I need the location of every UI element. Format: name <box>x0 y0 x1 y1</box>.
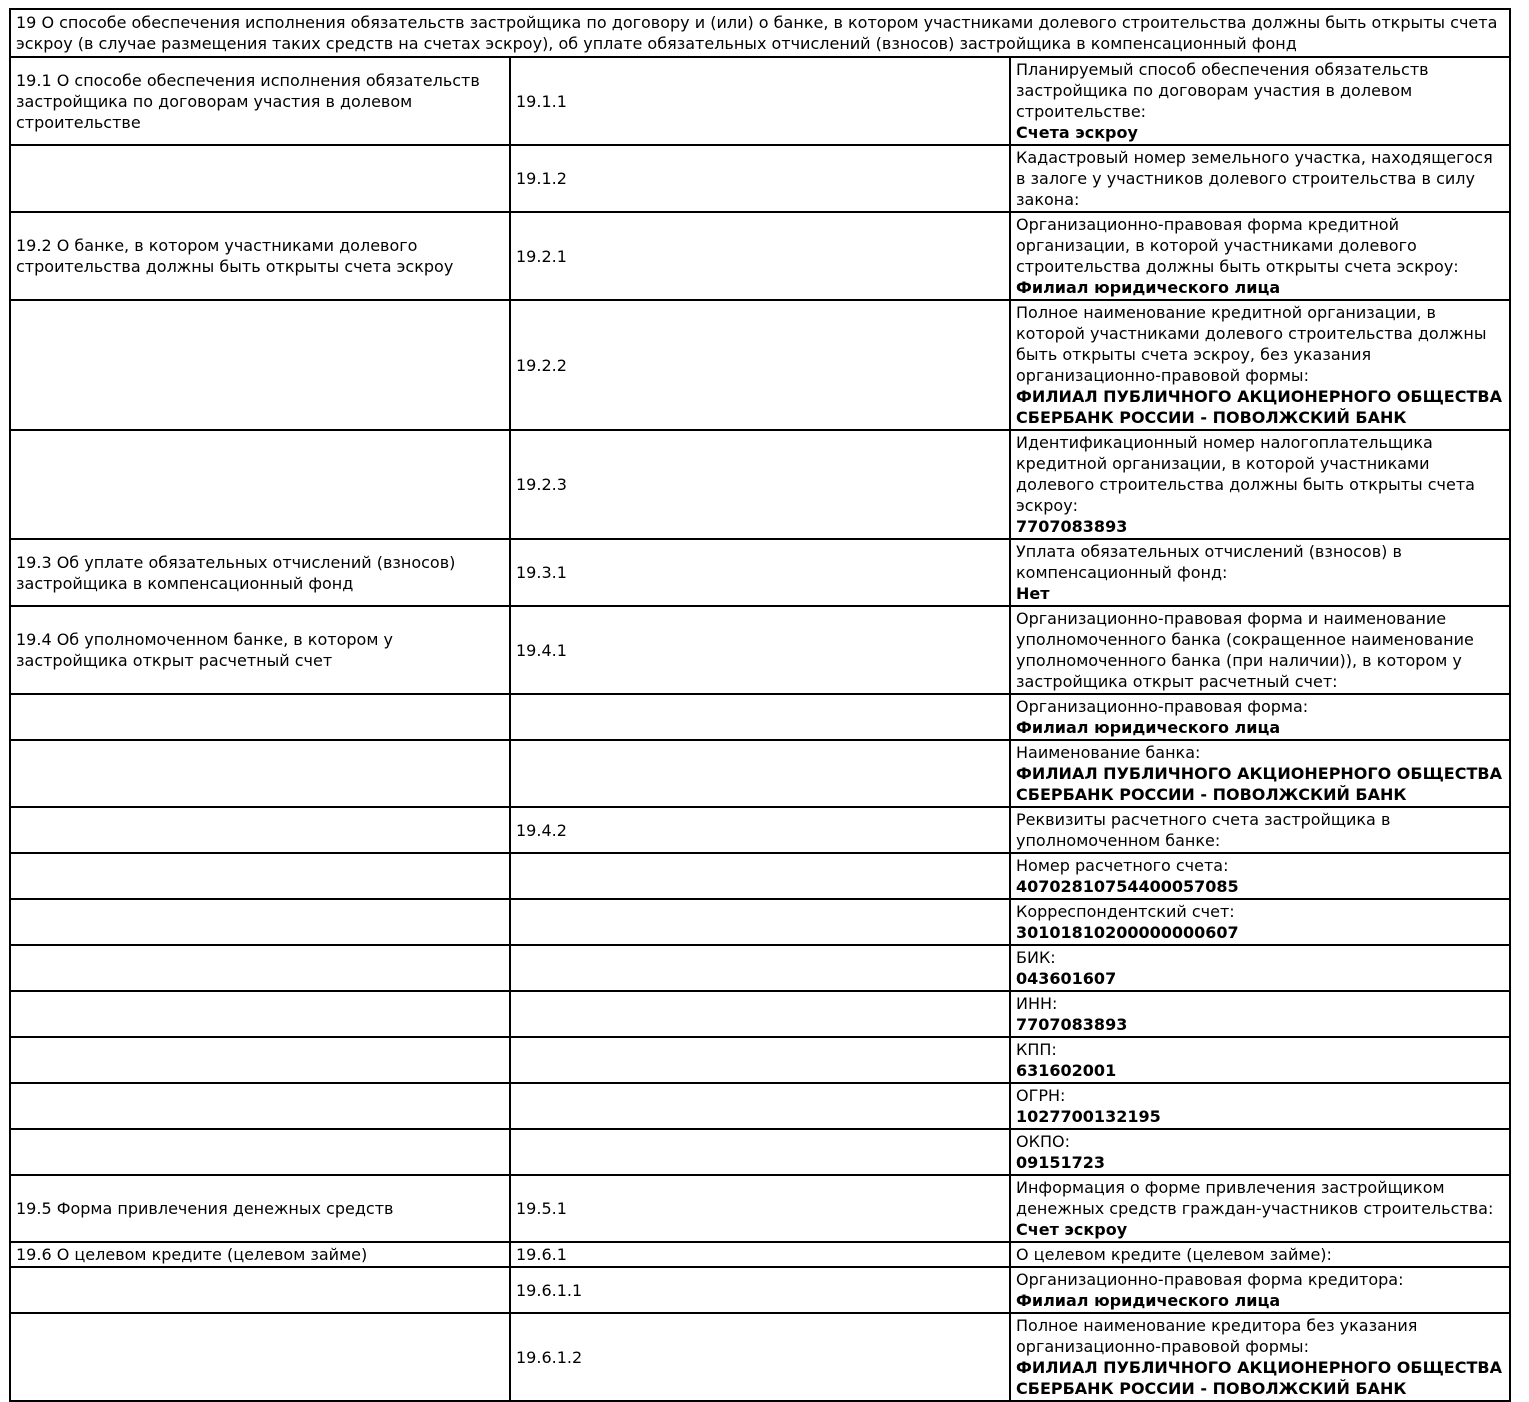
content-label: Корреспондентский счет: <box>1016 902 1235 921</box>
content-value: Счет эскроу <box>1016 1220 1128 1239</box>
section-cell <box>10 1313 510 1401</box>
content-value: ФИЛИАЛ ПУБЛИЧНОГО АКЦИОНЕРНОГО ОБЩЕСТВА СБЕРБАНК РОССИИ - ПОВОЛЖСКИЙ БАНК <box>1016 387 1502 427</box>
content-cell <box>1010 539 1510 606</box>
item-number-cell <box>510 1083 1010 1129</box>
section-19-header-row <box>10 9 1510 57</box>
table-row <box>10 1242 1510 1267</box>
content-value: ФИЛИАЛ ПУБЛИЧНОГО АКЦИОНЕРНОГО ОБЩЕСТВА СБЕРБАНК РОССИИ - ПОВОЛЖСКИЙ БАНК <box>1016 764 1502 804</box>
content-label: Номер расчетного счета: <box>1016 856 1229 875</box>
table-row <box>10 1083 1510 1129</box>
content-label: Реквизиты расчетного счета застройщика в уполномоченном банке: <box>1016 810 1391 850</box>
item-number-cell <box>510 899 1010 945</box>
section-cell <box>10 1267 510 1313</box>
declaration-table <box>9 8 1511 1402</box>
table-row <box>10 1267 1510 1313</box>
table-row <box>10 539 1510 606</box>
content-value: Филиал юридического лица <box>1016 1291 1281 1310</box>
content-label: БИК: <box>1016 948 1056 967</box>
content-label: Организационно-правовая форма кредитора: <box>1016 1270 1404 1289</box>
section-cell <box>10 694 510 740</box>
content-value: Нет <box>1016 584 1050 603</box>
section-cell <box>10 945 510 991</box>
content-value: 7707083893 <box>1016 517 1128 536</box>
section-cell: 19.3 Об уплате обязательных отчислений (взносов) застройщика в компенсационный фонд <box>10 539 510 606</box>
table-row <box>10 991 1510 1037</box>
content-label: ОКПО: <box>1016 1132 1070 1151</box>
table-row <box>10 853 1510 899</box>
item-number-cell <box>510 1037 1010 1083</box>
content-cell <box>1010 991 1510 1037</box>
section-cell <box>10 991 510 1037</box>
content-value: Филиал юридического лица <box>1016 718 1281 737</box>
content-cell <box>1010 899 1510 945</box>
content-cell <box>1010 853 1510 899</box>
content-label: Информация о форме привлечения застройщиком денежных средств граждан-участников строительства: <box>1016 1178 1494 1218</box>
item-number-cell: 19.2.3 <box>510 430 1010 539</box>
content-cell <box>1010 300 1510 430</box>
content-cell <box>1010 430 1510 539</box>
table-row <box>10 606 1510 694</box>
item-number-cell: 19.2.2 <box>510 300 1010 430</box>
content-value: 631602001 <box>1016 1061 1117 1080</box>
section-cell: 19.2 О банке, в котором участниками долевого строительства должны быть открыты счета эскроу <box>10 212 510 300</box>
table-row <box>10 807 1510 853</box>
section-cell <box>10 899 510 945</box>
content-cell <box>1010 57 1510 145</box>
item-number-cell: 19.5.1 <box>510 1175 1010 1242</box>
content-cell <box>1010 694 1510 740</box>
content-label: О целевом кредите (целевом займе): <box>1016 1245 1332 1264</box>
content-value: 1027700132195 <box>1016 1107 1161 1126</box>
content-value: ФИЛИАЛ ПУБЛИЧНОГО АКЦИОНЕРНОГО ОБЩЕСТВА СБЕРБАНК РОССИИ - ПОВОЛЖСКИЙ БАНК <box>1016 1358 1502 1398</box>
section-cell <box>10 1083 510 1129</box>
content-label: ИНН: <box>1016 994 1058 1013</box>
content-cell <box>1010 145 1510 212</box>
content-cell <box>1010 1313 1510 1401</box>
table-row <box>10 1129 1510 1175</box>
item-number-cell: 19.4.1 <box>510 606 1010 694</box>
item-number-cell: 19.6.1 <box>510 1242 1010 1267</box>
table-row <box>10 1175 1510 1242</box>
table-row <box>10 1313 1510 1401</box>
section-cell: 19.5 Форма привлечения денежных средств <box>10 1175 510 1242</box>
section-cell <box>10 853 510 899</box>
content-cell <box>1010 1242 1510 1267</box>
table-row <box>10 57 1510 145</box>
table-row <box>10 145 1510 212</box>
table-row <box>10 694 1510 740</box>
item-number-cell: 19.3.1 <box>510 539 1010 606</box>
content-cell <box>1010 1267 1510 1313</box>
content-label: Организационно-правовая форма: <box>1016 697 1309 716</box>
item-number-cell: 19.1.1 <box>510 57 1010 145</box>
content-label: Полное наименование кредитора без указания организационно-правовой формы: <box>1016 1316 1418 1356</box>
content-value: Счета эскроу <box>1016 123 1138 142</box>
content-label: Кадастровый номер земельного участка, находящегося в залоге у участников долевого строительства в силу закона: <box>1016 148 1493 209</box>
content-label: Организационно-правовая форма кредитной организации, в которой участниками долевого строительства должны быть открыты счета эскроу: <box>1016 215 1459 276</box>
content-cell <box>1010 1175 1510 1242</box>
section-19-header: 19 О способе обеспечения исполнения обязательств застройщика по договору и (или) о банке, в котором участниками долевого строительства должны быть открыты счета эскроу (в случае размещения таких средств на счетах эскроу), об уплате обязательных отчислений (взносов) застройщика в компенсационный фонд <box>10 9 1510 57</box>
item-number-cell <box>510 694 1010 740</box>
section-cell <box>10 300 510 430</box>
table-row <box>10 430 1510 539</box>
content-label: Уплата обязательных отчислений (взносов) в компенсационный фонд: <box>1016 542 1402 582</box>
table-row <box>10 300 1510 430</box>
content-label: Организационно-правовая форма и наименование уполномоченного банка (сокращенное наименование уполномоченного банка (при наличии)), в котором у застройщика открыт расчетный счет: <box>1016 609 1474 691</box>
item-number-cell <box>510 991 1010 1037</box>
item-number-cell: 19.1.2 <box>510 145 1010 212</box>
content-cell <box>1010 1083 1510 1129</box>
table-row <box>10 945 1510 991</box>
section-cell <box>10 740 510 807</box>
section-cell <box>10 1037 510 1083</box>
item-number-cell: 19.6.1.2 <box>510 1313 1010 1401</box>
content-value: 40702810754400057085 <box>1016 877 1239 896</box>
content-cell <box>1010 740 1510 807</box>
section-cell <box>10 1129 510 1175</box>
table-row <box>10 740 1510 807</box>
content-label: Идентификационный номер налогоплательщика кредитной организации, в которой участниками долевого строительства должны быть открыты счета эскроу: <box>1016 433 1475 515</box>
item-number-cell <box>510 853 1010 899</box>
item-number-cell: 19.4.2 <box>510 807 1010 853</box>
section-cell <box>10 145 510 212</box>
table-row <box>10 212 1510 300</box>
table-row <box>10 899 1510 945</box>
section-cell: 19.4 Об уполномоченном банке, в котором у застройщика открыт расчетный счет <box>10 606 510 694</box>
content-value: 043601607 <box>1016 969 1117 988</box>
content-cell <box>1010 1129 1510 1175</box>
content-cell <box>1010 606 1510 694</box>
content-label: ОГРН: <box>1016 1086 1066 1105</box>
content-value: Филиал юридического лица <box>1016 278 1281 297</box>
content-value: 30101810200000000607 <box>1016 923 1239 942</box>
content-cell <box>1010 212 1510 300</box>
table-body <box>10 9 1510 1401</box>
content-label: Наименование банка: <box>1016 743 1201 762</box>
content-cell <box>1010 807 1510 853</box>
section-cell <box>10 807 510 853</box>
item-number-cell <box>510 1129 1010 1175</box>
item-number-cell: 19.2.1 <box>510 212 1010 300</box>
section-cell: 19.1 О способе обеспечения исполнения обязательств застройщика по договорам участия в долевом строительстве <box>10 57 510 145</box>
content-value: 7707083893 <box>1016 1015 1128 1034</box>
content-value: 09151723 <box>1016 1153 1106 1172</box>
content-cell <box>1010 945 1510 991</box>
item-number-cell <box>510 740 1010 807</box>
table-row <box>10 1037 1510 1083</box>
item-number-cell: 19.6.1.1 <box>510 1267 1010 1313</box>
content-label: Планируемый способ обеспечения обязательств застройщика по договорам участия в долевом строительстве: <box>1016 60 1429 121</box>
content-label: Полное наименование кредитной организации, в которой участниками долевого строительства должны быть открыты счета эскроу, без указания организационно-правовой формы: <box>1016 303 1487 385</box>
section-cell: 19.6 О целевом кредите (целевом займе) <box>10 1242 510 1267</box>
content-label: КПП: <box>1016 1040 1057 1059</box>
section-cell <box>10 430 510 539</box>
item-number-cell <box>510 945 1010 991</box>
content-cell <box>1010 1037 1510 1083</box>
